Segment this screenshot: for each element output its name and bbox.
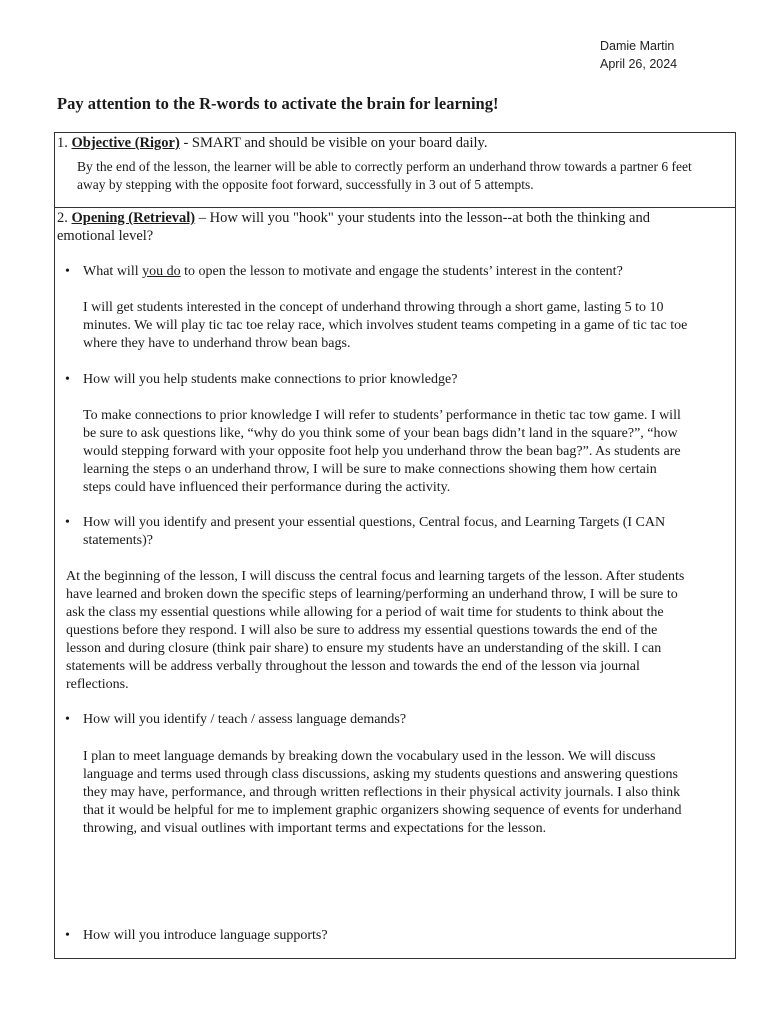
document-header bbox=[600, 37, 677, 73]
answer-prior-knowledge: To make connections to prior knowledge I will refer to students’ performance in thetic tac tow game. I will be sure to ask questions like, “why do you think some of your bean bags didn’t land in the square?”, “how would stepping forward with your opposite foot help you underhand throw the bean bag?”. As students are learning the steps o an underhand throw, I will be sure to make connections showing them how certain steps could have influenced their performance during the activity. bbox=[83, 408, 681, 495]
section-number: 2. bbox=[57, 210, 68, 226]
answer-essential-questions: At the beginning of the lesson, I will discuss the central focus and learning targets of the lesson. After students have learned and broken down the specific steps of learning/performing an underhand throw, I will be sure to ask the class my essential questions while allowing for a period of wait time for students to think about the questions before they respond. I will also be sure to address my essential questions towards the end of the lesson and during closure (think pair share) to ensure my students have an understanding of the skill. I can statements will be address verbally throughout the lesson and towards the end of the lesson via journal reflections. bbox=[66, 569, 685, 692]
answer-language-demands: I plan to meet language demands by breaking down the vocabulary used in the lesson. We will discuss language and terms used through class discussions, asking my students questions and answering questions they may have, performance, and through written reflections in their physical activity journals. I also think that it would be helpful for me to implement graphic organizers showing sequence of events for underhand throwing, and visual outlines with important terms and expectations for the lesson. bbox=[83, 749, 682, 836]
opening-section: 2. Opening (Retrieval) – How will you "hook" your students into the lesson--at both the thinking and emotional level? • What will you do to open the lesson to motivate and engage the students’ interest in the content? I will get students interested in the concept of underhand throwing through a short game, lasting 5 to 10 minutes. We will play tic tac toe relay race, which involves student teams competing in a game of tic tac toe where they have to underhand throw bean bags. • How will you help students make connections to prior knowledge? To make connections to prior knowledge I will refer to students’ performance in thetic tac tow game. I will be sure to ask questions like, “why do you think some of your bean bags didn’t land in the square?”, “how would stepping forward with your opposite foot help you underhand throw the bean bag?”. As students are learning the steps o an underhand throw, I will be sure to make connections showing them how certain steps could have influenced their performance during the activity. • How will you identify and present your essential questions, Central focus, and Learning Targets (I CAN statements)? At the beginning of the lesson, I will discuss the central focus and learning targets of the lesson. After students have learned and broken down the specific steps of learning/performing an underhand throw, I will be sure to ask the class my essential questions while allowing for a period of wait time for students to think about the questions before they respond. I will also be sure to address my essential questions towards the end of the lesson and during closure (think pair share) to ensure my students have an understanding of the skill. I can statements will be address verbally throughout the lesson and towards the end of the lesson via journal reflections. • How will you identify / teach / assess language demands? I plan to meet language demands by breaking down the vocabulary used in the lesson. We will discuss language and terms used through class discussions, asking my students questions and answering questions they may have, performance, and through written reflections in their physical activity journals. I also think that it would be helpful for me to implement graphic organizers showing sequence of events for underhand throwing, and visual outlines with important terms and expectations for the lesson. • How will you introduce language supports? bbox=[54, 207, 736, 959]
page-title: Pay attention to the R-words to activate the brain for learning! bbox=[57, 94, 499, 113]
bullet-icon: • bbox=[65, 928, 70, 943]
bullet-icon: • bbox=[65, 264, 70, 279]
author-name: Damie Martin bbox=[600, 39, 675, 53]
section-number: 1. bbox=[57, 135, 68, 151]
document-date: April 26, 2024 bbox=[600, 57, 678, 71]
opening-heading: Opening (Retrieval) bbox=[71, 210, 196, 226]
objective-heading: Objective (Rigor) bbox=[71, 135, 180, 151]
bullet-icon: • bbox=[65, 515, 70, 530]
objective-heading-line bbox=[57, 134, 487, 152]
bullet-icon: • bbox=[65, 372, 70, 387]
bullet-icon: • bbox=[65, 712, 70, 727]
answer-hook: I will get students interested in the concept of underhand throwing through a short game, lasting 5 to 10 minutes. We will play tic tac toe relay race, which involves student teams competing in a game of tic tac toe where they have to underhand throw bean bags. bbox=[83, 300, 688, 351]
opening-heading-line: 2. Opening (Retrieval) – How will you "hook" your students into the lesson--at both the thinking and emotional level? bbox=[57, 210, 650, 244]
objective-section bbox=[54, 132, 736, 208]
objective-heading-tail: - SMART and should be visible on your board daily. bbox=[179, 135, 488, 151]
objective-text: By the end of the lesson, the learner will be able to correctly perform an underhand throw towards a partner 6 feet away by stepping with the opposite foot forward, successfully in 3 out of 5 attempts. bbox=[77, 159, 692, 192]
